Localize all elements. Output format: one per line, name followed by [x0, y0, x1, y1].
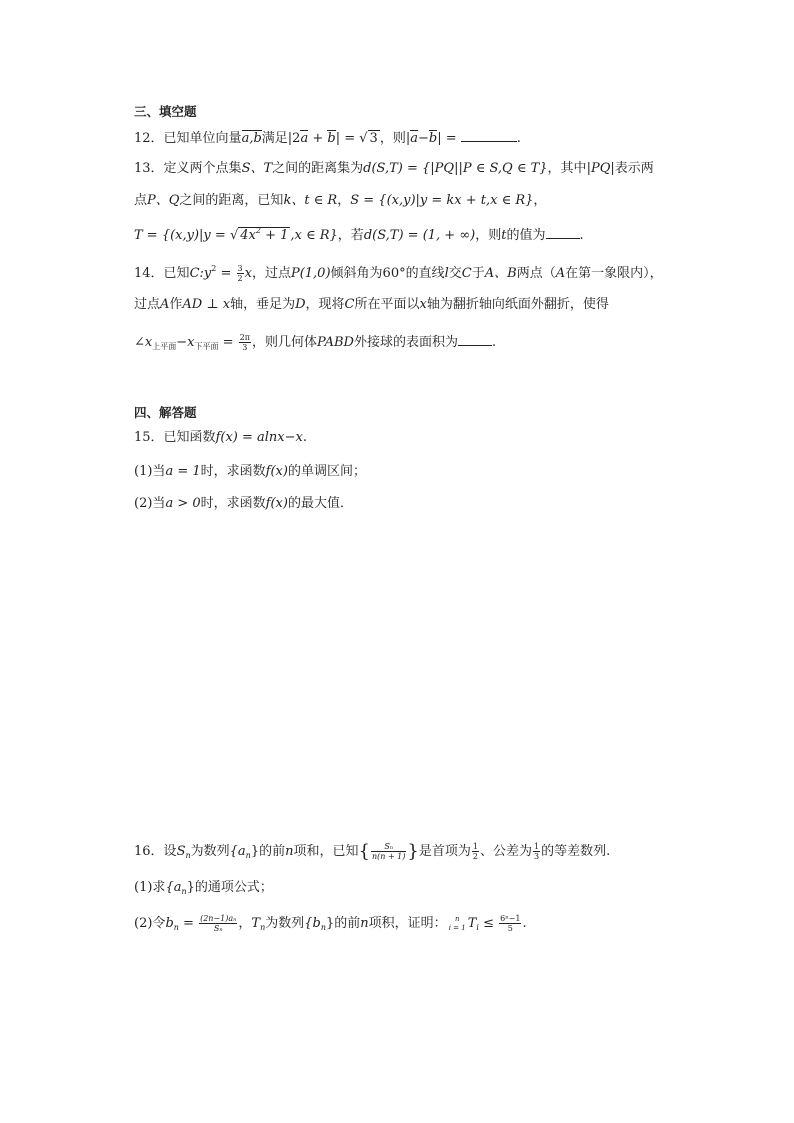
fraction: $\frac{2\pi}{3}$	[239, 333, 250, 352]
math: d(S,T)	[363, 228, 404, 243]
subscript: n	[245, 851, 251, 860]
text: 定义两个点集	[163, 161, 242, 176]
section-heading-fill-in: 三、填空题	[134, 104, 197, 119]
math: C:y	[189, 266, 212, 281]
subscript: n	[320, 923, 326, 932]
math: l	[444, 266, 449, 281]
math: C	[461, 266, 472, 281]
vector-b: b	[327, 131, 336, 146]
math: A	[555, 266, 566, 281]
text: ，若	[337, 228, 364, 243]
question-16-part-2	[134, 914, 527, 937]
part-tag: (1)	[134, 464, 153, 479]
math: k、t ∈ R	[283, 193, 338, 208]
subscript: i	[476, 923, 479, 932]
math: D	[295, 297, 306, 312]
text: 所在平面以	[354, 297, 420, 312]
text: 当	[152, 496, 166, 511]
text: 令	[152, 916, 166, 931]
math: n	[360, 916, 369, 931]
text: .	[302, 430, 307, 445]
question-15-part-1	[134, 463, 366, 481]
part-tag: (2)	[134, 916, 153, 931]
math: {b	[304, 916, 321, 931]
left-brace: {	[358, 841, 370, 862]
text: 已知	[163, 266, 190, 281]
math: S、T	[241, 161, 273, 176]
math: S = {(x,y)|y = kx + t,x ∈ R}	[350, 193, 534, 208]
section-heading-solutions: 四、解答题	[134, 405, 197, 420]
part-tag: (2)	[134, 496, 153, 511]
text: 项积，证明：	[368, 916, 447, 931]
answer-blank[interactable]	[546, 226, 580, 239]
text: 的值为	[506, 228, 546, 243]
text: 已知函数	[163, 430, 216, 445]
math: T	[251, 916, 261, 931]
subscript: 下平面	[194, 342, 219, 351]
text: 设	[163, 844, 177, 859]
math: = (1, + ∞)	[403, 228, 476, 243]
math: }	[250, 844, 260, 859]
text: 表示两	[614, 161, 654, 176]
math: |PQ|	[586, 161, 615, 176]
text: 之间的距离集为	[272, 161, 364, 176]
math: PABD	[317, 335, 354, 350]
math: −x	[176, 335, 195, 350]
math: a > 0	[165, 496, 201, 511]
text: ，现将	[305, 297, 345, 312]
math: d(S,T)	[363, 161, 403, 176]
text: 时，求函数	[200, 496, 266, 511]
answer-blank[interactable]	[458, 333, 492, 346]
math: x	[244, 266, 252, 281]
math: a = 1	[165, 464, 201, 479]
math: n	[285, 844, 294, 859]
math: ,x ∈ R}	[290, 228, 338, 243]
question-14-line-3	[134, 333, 496, 356]
math: {a	[165, 880, 182, 895]
math: t	[501, 228, 507, 243]
text: ，过点	[251, 266, 291, 281]
question-15	[134, 429, 307, 447]
vector-b: b	[428, 131, 438, 146]
text: 的直线	[405, 266, 445, 281]
math: =	[216, 266, 236, 281]
question-14-line-2	[134, 296, 609, 314]
text: 、公差为	[479, 844, 532, 859]
vector-symbols: a,b	[241, 131, 262, 146]
text: 在第一象限内），	[565, 266, 663, 281]
fraction: $\frac{\text{Sₙ}}{n(n + 1)}$	[371, 842, 406, 861]
math: T	[467, 916, 477, 931]
superscript: 2	[211, 264, 217, 273]
text: 过点	[134, 297, 161, 312]
text: 求	[152, 880, 166, 895]
question-number: 12．	[134, 131, 164, 146]
text: 的最大值．	[287, 496, 353, 511]
math: T = {(x,y)|y =	[134, 228, 230, 243]
text: 的前	[259, 844, 286, 859]
math: {a	[229, 844, 246, 859]
sqrt-value: 3	[369, 131, 378, 146]
math: AD ⊥ x	[182, 297, 231, 312]
question-13-line-3: T = {(x,y)|y = √ $4x^2 + 1$ ,x ∈ R}，若d(S,T) = (1, + ∞)，则t的值为 .	[134, 226, 584, 243]
text: ，	[337, 193, 351, 208]
math: f(x)	[265, 496, 288, 511]
text: ，其中	[547, 161, 587, 176]
text: 两点（	[516, 266, 556, 281]
math: = {|PQ||P ∈ S,Q ∈ T}	[402, 161, 548, 176]
text: 轴，垂足为	[230, 297, 296, 312]
question-16-part-1	[134, 879, 273, 901]
math: =	[178, 916, 199, 931]
fraction: $\frac{1}{3}$	[533, 842, 540, 861]
math: f(x)	[265, 464, 288, 479]
question-number: 15．	[134, 430, 164, 445]
radicand: $4x^2 + 1$	[240, 226, 289, 243]
fraction: $\frac{\text{(2n−1)aₙ}}{\text{Sₙ}}$	[200, 914, 237, 933]
math: }	[186, 880, 195, 895]
text: 项和，已知	[293, 844, 359, 859]
text: 之间的距离，已知	[179, 193, 284, 208]
math: C	[344, 297, 355, 312]
fraction: $\frac{3}{2}$	[237, 264, 243, 283]
math: ∠x	[134, 335, 153, 350]
text: 的前	[334, 916, 361, 931]
math: P(1,0)	[290, 266, 331, 281]
math: b	[165, 916, 174, 931]
text: 满足|2	[261, 131, 301, 146]
text: −	[417, 131, 429, 146]
subscript: n	[173, 923, 179, 932]
right-brace: }	[407, 841, 419, 862]
question-14-line-1	[134, 260, 663, 283]
math: 60°	[382, 266, 406, 281]
math: x	[419, 297, 427, 312]
text: 时，求函数	[200, 464, 266, 479]
question-13-line-2	[134, 192, 546, 210]
vector-a: a	[410, 131, 418, 146]
math: S	[176, 844, 186, 859]
sqrt-sign: √	[359, 131, 368, 146]
question-16	[134, 842, 610, 865]
text: ，则	[475, 228, 502, 243]
text: 轴为翻折轴向纸面外翻折，使得	[426, 297, 609, 312]
text: 于	[471, 266, 485, 281]
math: ≤	[478, 916, 499, 931]
math: }	[326, 916, 335, 931]
text: 作	[169, 297, 183, 312]
text: ，则几何体	[252, 335, 318, 350]
text: ，	[238, 916, 252, 931]
text: 交	[448, 266, 462, 281]
question-number: 16．	[134, 844, 164, 859]
text: 的通项公式；	[194, 880, 273, 895]
text: 点	[134, 193, 148, 208]
math: =	[218, 335, 238, 350]
math: A	[160, 297, 170, 312]
question-13-line-1	[134, 160, 654, 178]
part-tag: (1)	[134, 880, 153, 895]
fraction: $\frac{\text{6ⁿ−1}}{5}$	[500, 914, 521, 933]
text: | =	[437, 131, 461, 146]
text: ，	[533, 193, 547, 208]
subscript: 上平面	[152, 342, 177, 351]
question-number: 14．	[134, 266, 164, 281]
subscript: n	[185, 851, 191, 860]
sqrt-sign: √	[229, 228, 239, 243]
text: 为数列	[190, 844, 230, 859]
math: P、Q	[147, 193, 180, 208]
subscript: n	[181, 887, 187, 896]
question-number: 13．	[134, 161, 164, 176]
text: 当	[152, 464, 166, 479]
text: .	[522, 916, 527, 931]
text: ，则|	[379, 131, 411, 146]
text: 倾斜角为	[330, 266, 383, 281]
text: 的单调区间；	[287, 464, 366, 479]
question-15-part-2	[134, 495, 353, 513]
text: 的等差数列.	[541, 844, 611, 859]
fraction: $\frac{1}{2}$	[472, 842, 478, 861]
text: | =	[335, 131, 360, 146]
math: f(x) = alnx−x	[215, 430, 303, 445]
text: 外接球的表面积为	[353, 335, 458, 350]
question-12: 12．已知单位向量a,b满足|2a + b| = √ 3 ，则|a−b| = .	[134, 131, 521, 146]
text: .	[491, 335, 497, 350]
subscript: n	[260, 923, 266, 932]
summation-limits: n i = 1	[448, 914, 466, 932]
text: 已知单位向量	[163, 131, 242, 146]
math: A、B	[484, 266, 517, 281]
text: 是首项为	[418, 844, 471, 859]
text: 为数列	[265, 916, 305, 931]
answer-blank[interactable]	[461, 129, 517, 142]
vector-a: a	[300, 131, 309, 146]
text: +	[308, 131, 328, 146]
